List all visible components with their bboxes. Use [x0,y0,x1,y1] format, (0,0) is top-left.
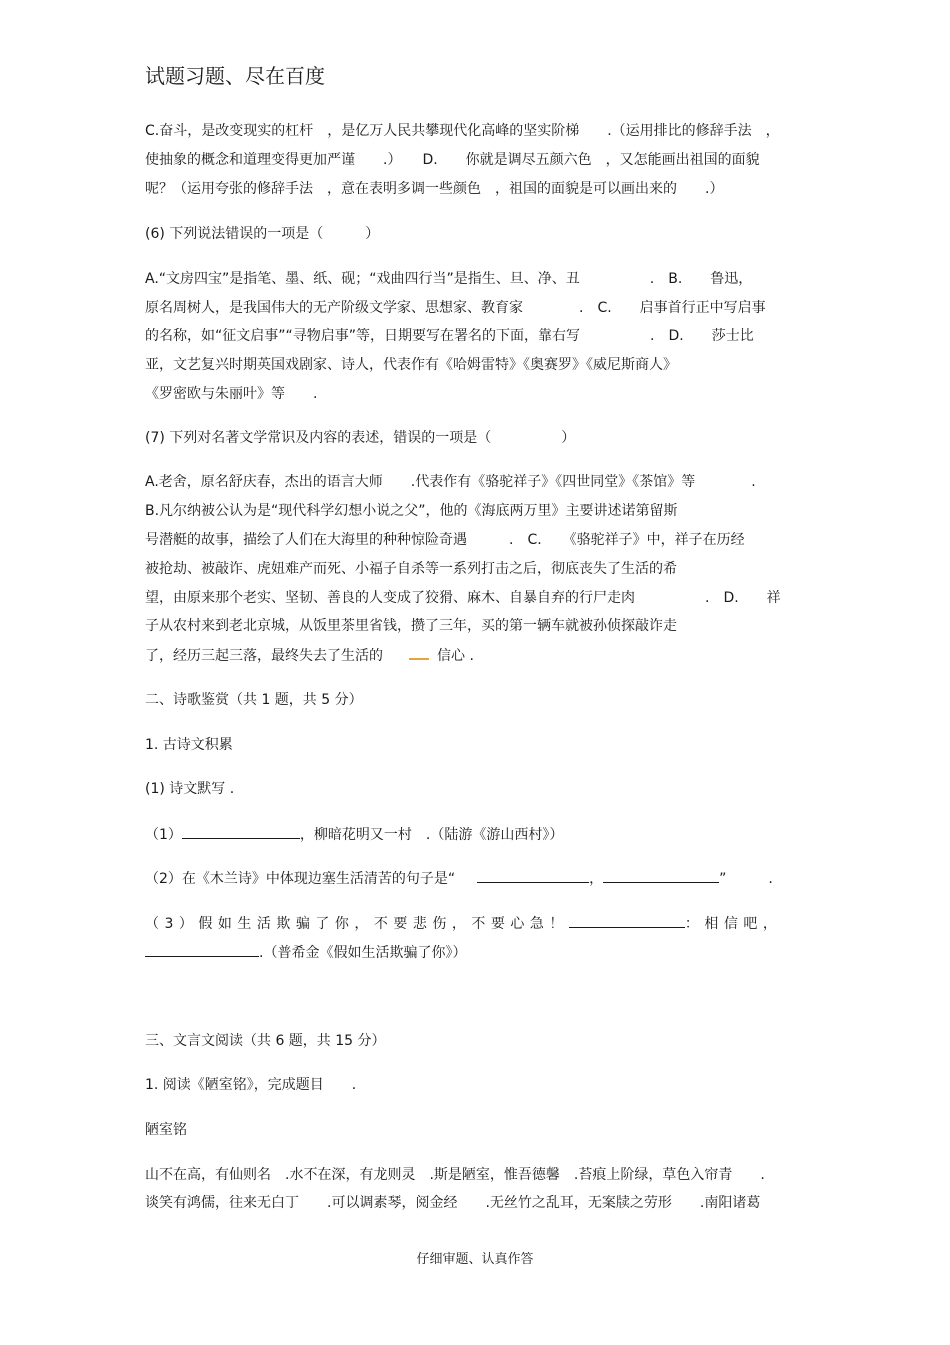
q6-line-5: 《罗密欧与朱丽叶》等 . [145,386,318,402]
q7-line-6: 子从农村来到老北京城，从饭里茶里省钱，攒了三年，买的第一辆车就被孙侦探敲诈走 [145,618,677,634]
q5-line-3: 呢？（运用夸张的修辞手法 ，意在表明多调一些颜色 ，祖国的面貌是可以画出来的 .） [145,181,724,197]
q7-line-2: B.凡尔纳被公认为是“现代科学幻想小说之父”，他的《海底两万里》主要讲述诺第留斯 [145,503,678,519]
recite-item-3 [145,914,782,933]
q7-line-4: 被抢劫、被敲诈、虎妞难产而死、小福子自杀等一系列打击之后，彻底丧失了生活的希 [145,561,677,577]
q6-line-3: 的名称，如“征文启事”“寻物启事”等，日期要写在署名的下面，靠右写 . D. 莎士比 [145,328,754,344]
recite-3-prefix: （3）假如生活欺骗了你，不要悲伤，不要心急！ [145,916,569,932]
q7-line-1: A.老舍，原名舒庆春，杰出的语言大师 .代表作有《骆驼祥子》《四世同堂》《茶馆》等 . [145,474,756,490]
recite-2-prefix: （2）在《木兰诗》中体现边塞生活清苦的句子是“ [145,871,456,887]
recite-item-1 [145,825,563,844]
section-2-sub1: (1) 诗文默写 . [145,781,235,797]
highlight-mark [409,646,429,660]
recite-2-suffix: ” . [719,871,773,887]
section-2-q1: 1. 古诗文积累 [145,737,233,753]
recite-1-suffix: ，柳暗花明又一村 .（陆游《游山西村》） [299,827,564,843]
recite-1-prefix: （1） [145,827,182,843]
q7-line-3: 号潜艇的故事，描绘了人们在大海里的种种惊险奇遇 . C. 《骆驼祥子》中，祥子在历经 [145,532,745,548]
q7-line-7 [145,646,474,665]
q5-line-1: C.奋斗，是改变现实的杠杆 ，是亿万人民共攀现代化高峰的坚实阶梯 .（运用排比的修辞手法 ， [145,123,780,139]
answer-blank-2a[interactable] [477,869,589,883]
passage-line-1: 山不在高，有仙则名 .水不在深，有龙则灵 .斯是陋室，惟吾德馨 .苔痕上阶绿，草色入帘青 . [145,1167,765,1183]
q7-stem: (7) 下列对名著文学常识及内容的表述，错误的一项是（ ） [145,430,576,446]
q6-line-1: A.“文房四宝”是指笔、墨、纸、砚；“戏曲四行当”是指生、旦、净、丑 . B. 鲁迅， [145,271,753,287]
page-footer: 仔细审题、认真作答 [416,1252,534,1267]
section-3-title: 三、文言文阅读（共 6 题，共 15 分） [145,1033,386,1049]
section-3-q1: 1. 阅读《陋室铭》，完成题目 . [145,1077,357,1093]
answer-blank-3b[interactable] [145,943,259,957]
q6-line-4: 亚，文艺复兴时期英国戏剧家、诗人，代表作有《哈姆雷特》《奥赛罗》《威尼斯商人》 [145,357,677,373]
answer-blank-2b[interactable] [603,869,719,883]
answer-blank-3a[interactable] [569,914,685,928]
q6-line-2: 原名周树人，是我国伟大的无产阶级文学家、思想家、教育家 . C. 启事首行正中写启事 [145,300,766,316]
passage-title: 陋室铭 [145,1122,187,1138]
passage-line-2: 谈笑有鸿儒，往来无白丁 .可以调素琴，阅金经 .无丝竹之乱耳，无案牍之劳形 .南阳诸葛 [145,1195,761,1211]
q6-stem: (6) 下列说法错误的一项是（ ） [145,226,380,242]
q7-line-7-end: 信心 . [437,648,474,664]
answer-blank-1[interactable] [182,825,300,839]
recite-3b-suffix: .（普希金《假如生活欺骗了你》） [259,945,467,961]
q7-line-5: 望，由原来那个老实、坚韧、善良的人变成了狡猾、麻木、自暴自弃的行尸走肉 . D. 祥 [145,590,781,606]
recite-2-comma: ， [589,871,604,887]
recite-3-suffix: ：相信吧， [684,916,783,932]
page-header: 试题习题、尽在百度 [145,64,325,88]
recite-item-3-cont [145,943,466,962]
q5-line-2: 使抽象的概念和道理变得更加严谨 .） D. 你就是调尽五颜六色 ，又怎能画出祖国的面貌 [145,152,760,168]
section-2-title: 二、诗歌鉴赏（共 1 题，共 5 分） [145,692,363,708]
q7-line-7-text: 了，经历三起三落，最终失去了生活的 [145,648,383,664]
recite-item-2 [145,869,773,888]
